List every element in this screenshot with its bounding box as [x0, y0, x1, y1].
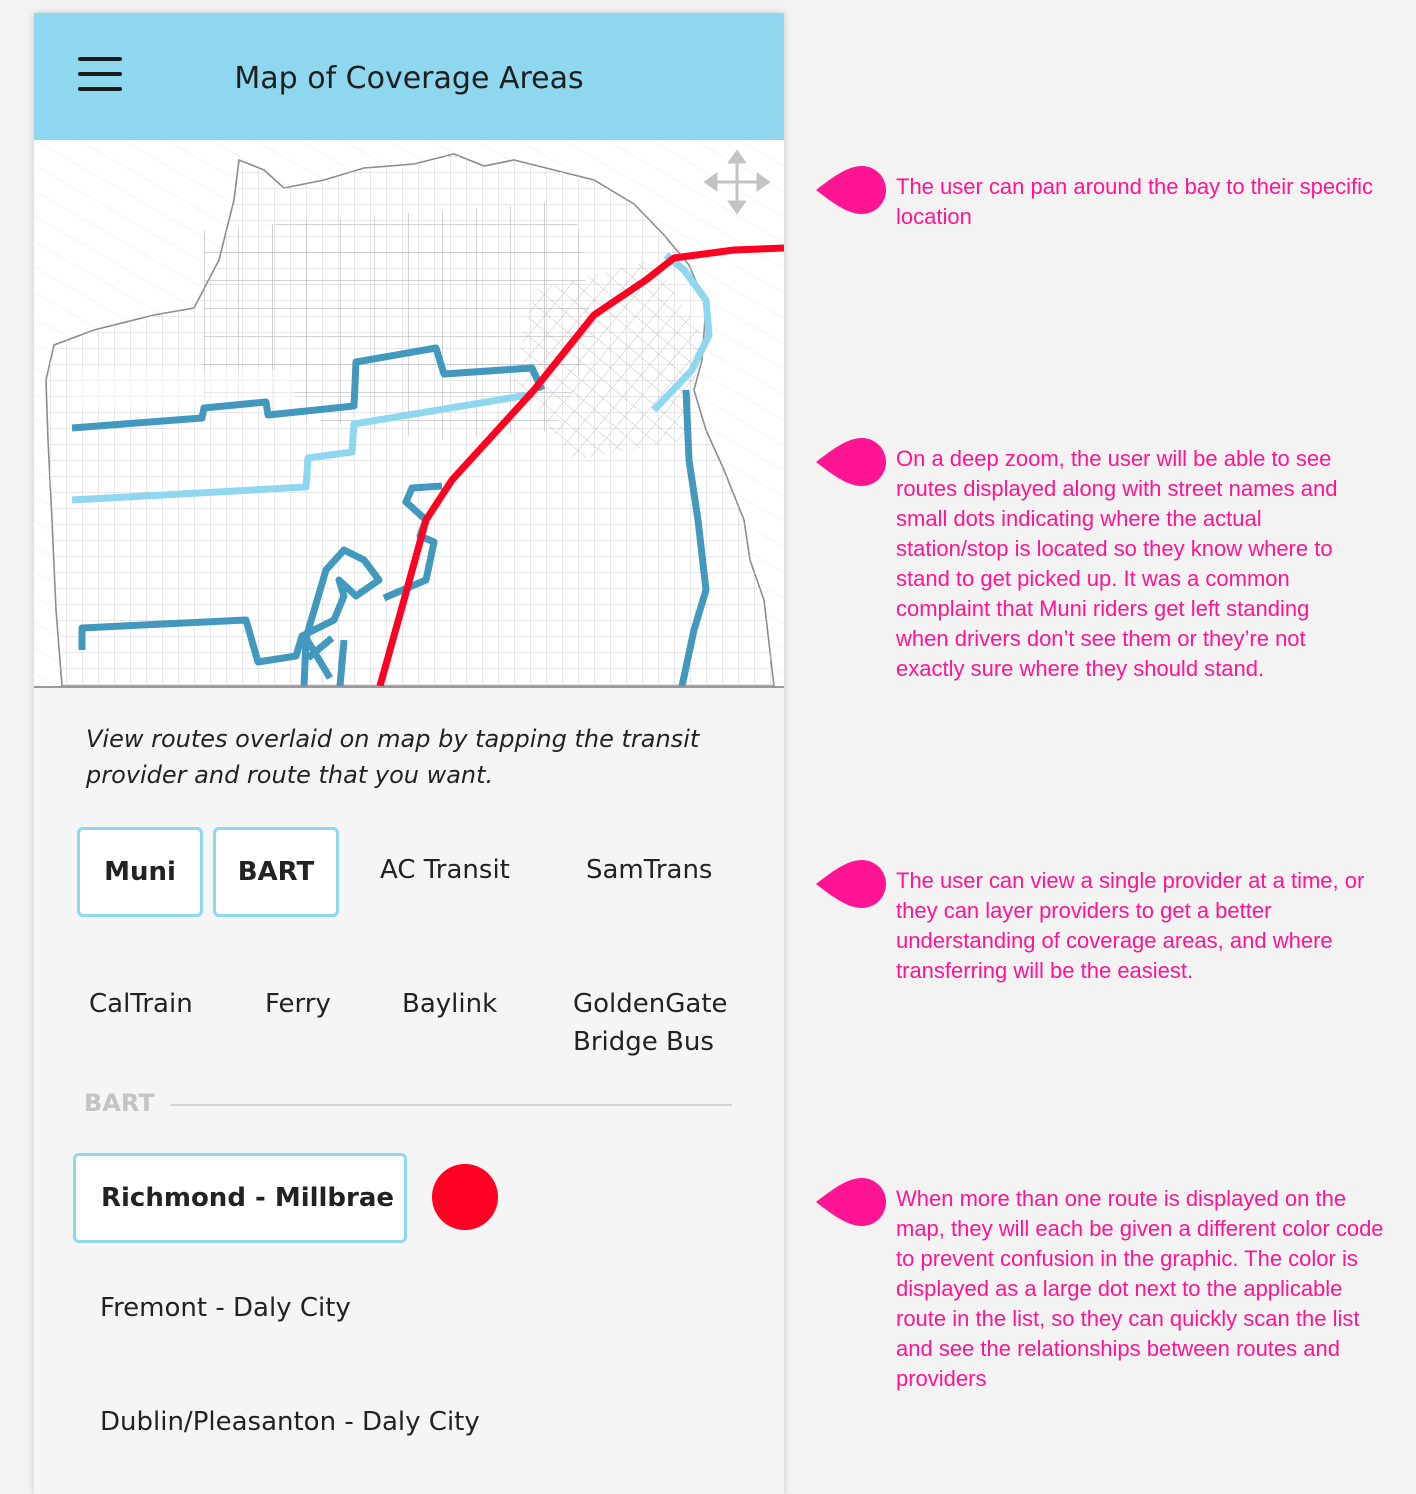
provider-caltrain[interactable]: CalTrain — [89, 989, 193, 1019]
annotation-note-pan: The user can pan around the bay to their specific location — [896, 174, 1373, 229]
annotation-pin-icon — [816, 860, 886, 908]
page-title: Map of Coverage Areas — [234, 61, 584, 96]
coverage-map[interactable] — [34, 140, 784, 688]
app-screen — [34, 13, 784, 1494]
provider-muni[interactable]: Muni — [77, 827, 203, 917]
annotation-note-providers: The user can view a single provider at a time, or they can layer providers to get a better understanding of coverage areas, and where transferring will be the easiest. — [896, 868, 1365, 983]
route-richmond-millbrae[interactable]: Richmond - Millbrae — [73, 1153, 407, 1243]
provider-ferry[interactable]: Ferry — [265, 989, 331, 1019]
provider-baylink[interactable]: Baylink — [402, 989, 498, 1019]
route-fremont-daly-city[interactable]: Fremont - Daly City — [100, 1293, 351, 1323]
annotation-note-colors: When more than one route is displayed on the map, they will each be given a different color code to prevent confusion in the graphic. The color is displayed as a large dot next to the applicable route in the list, so they can quickly scan the list and see the relationships between routes and providers — [896, 1186, 1384, 1391]
route-dublin-pleasanton-daly-city[interactable]: Dublin/Pleasanton - Daly City — [100, 1407, 480, 1437]
map-canvas[interactable] — [34, 140, 784, 686]
provider-samtrans[interactable]: SamTrans — [586, 855, 713, 885]
instructions-text: View routes overlaid on map by tapping the transit provider and route that you want. — [86, 725, 700, 789]
annotation-pin-icon — [816, 438, 886, 486]
provider-goldengate-bridge-bus[interactable]: GoldenGate Bridge Bus — [573, 989, 728, 1057]
provider-bart[interactable]: BART — [213, 827, 339, 917]
annotation-pin-icon — [816, 1178, 886, 1226]
annotation-note-zoom: On a deep zoom, the user will be able to see routes displayed along with street names and small dots indicating where the actual station/stop is located so they know where to stand to get picked up. It was a common complaint that Muni riders get left standing when drivers don’t see them or they’re not exactly sure where they should stand. — [896, 446, 1338, 681]
section-heading-bart: BART — [84, 1089, 155, 1117]
provider-ac-transit[interactable]: AC Transit — [380, 855, 510, 885]
section-divider — [170, 1104, 732, 1106]
app-header — [34, 13, 784, 140]
route-color-dot — [432, 1164, 498, 1230]
annotation-pin-icon — [816, 166, 886, 214]
